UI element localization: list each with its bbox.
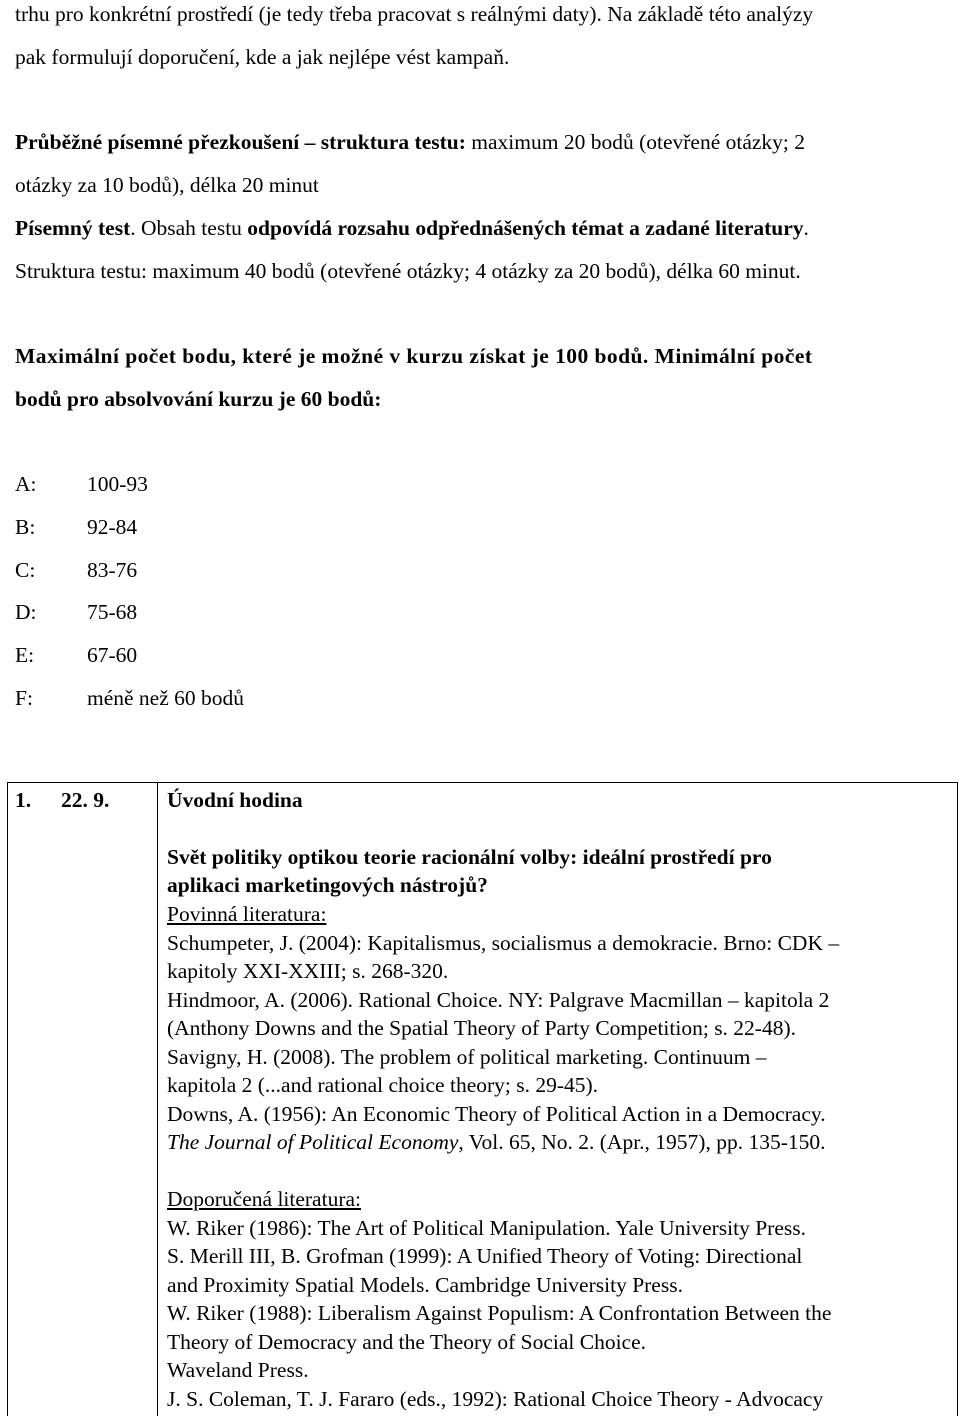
points-line-2: bodů pro absolvování kurzu je 60 bodů: xyxy=(15,387,382,411)
required-item-journal xyxy=(167,1132,826,1154)
written-test-line-2: Struktura testu: maximum 40 bodů (otevřené otázky; 4 otázky za 20 bodů), délka 60 minut. xyxy=(15,259,801,283)
grade-range: 83-76 xyxy=(87,558,138,582)
recommended-item: S. Merill III, B. Grofman (1999): A Unified Theory of Voting: Directional xyxy=(167,1244,803,1268)
points-line-1 xyxy=(15,346,812,368)
midterm-line-2: otázky za 10 bodů), délka 20 minut xyxy=(15,173,319,197)
recommended-item: W. Riker (1986): The Art of Political Manipulation. Yale University Press. xyxy=(167,1216,806,1240)
required-item: Downs, A. (1956): An Economic Theory of Political Action in a Democracy. xyxy=(167,1102,826,1126)
grade-range: 92-84 xyxy=(87,515,138,539)
grade-row xyxy=(15,560,137,582)
table-column-divider xyxy=(157,782,158,1416)
required-item: (Anthony Downs and the Spatial Theory of Party Competition; s. 22-48). xyxy=(167,1016,797,1040)
grade-range: 75-68 xyxy=(87,600,138,624)
required-item: kapitoly XXI-XXIII; s. 268-320. xyxy=(167,959,449,983)
midterm-label: Průběžné písemné přezkoušení – struktura testu: xyxy=(15,130,466,154)
recommended-literature-heading: Doporučená literatura: xyxy=(167,1187,362,1211)
recommended-item: and Proximity Spatial Models. Cambridge University Press. xyxy=(167,1273,683,1297)
intro-line-1: trhu pro konkrétní prostředí (je tedy třeba pracovat s reálnými daty). Na základě této analýzy xyxy=(15,2,814,26)
grade-letter: C: xyxy=(15,558,36,582)
recommended-item: W. Riker (1988): Liberalism Against Populism: A Confrontation Between the xyxy=(167,1301,832,1325)
midterm-text: maximum 20 bodů (otevřené otázky; 2 xyxy=(465,130,806,154)
points-max: Maximální počet bodu, které je možné v kurzu získat je 100 bodů. xyxy=(15,344,649,368)
points-min: Minimální počet xyxy=(648,344,813,368)
grade-row xyxy=(15,474,148,496)
topic-line-1: Svět politiky optikou teorie racionální volby: ideální prostředí pro xyxy=(167,845,772,869)
required-item: Schumpeter, J. (2004): Kapitalismus, socialismus a demokracie. Brno: CDK – xyxy=(167,931,840,955)
required-item: kapitola 2 (...and rational choice theory; s. 29-45). xyxy=(167,1073,599,1097)
grade-range: méně než 60 bodů xyxy=(87,686,245,710)
grade-letter: F: xyxy=(15,686,33,710)
grade-letter: B: xyxy=(15,515,36,539)
session-title: Úvodní hodina xyxy=(167,788,303,812)
written-test-label: Písemný test xyxy=(15,216,131,240)
table-left-border xyxy=(7,782,8,1416)
table-top-border xyxy=(7,782,958,783)
topic-line-2: aplikaci marketingových nástrojů? xyxy=(167,873,488,897)
written-test-text: . Obsah testu xyxy=(130,216,248,240)
journal-title: The Journal of Political Economy xyxy=(167,1130,459,1154)
recommended-item: Waveland Press. xyxy=(167,1358,309,1382)
recommended-item: J. S. Coleman, T. J. Fararo (eds., 1992): Rational Choice Theory - Advocacy xyxy=(167,1387,824,1411)
session-date: 22. 9. xyxy=(61,788,110,812)
recommended-item: Theory of Democracy and the Theory of Social Choice. xyxy=(167,1330,647,1354)
grade-letter: A: xyxy=(15,472,37,496)
written-test-paragraph xyxy=(15,218,809,240)
required-item: Savigny, H. (2008). The problem of political marketing. Continuum – xyxy=(167,1045,767,1069)
grade-range: 67-60 xyxy=(87,643,138,667)
midterm-paragraph xyxy=(15,132,805,154)
session-number: 1. xyxy=(15,788,32,812)
grade-row xyxy=(15,688,244,710)
written-test-scope: odpovídá rozsahu odpřednášených témat a zadané literatury xyxy=(247,216,804,240)
journal-details: , Vol. 65, No. 2. (Apr., 1957), pp. 135-150. xyxy=(458,1130,826,1154)
grade-letter: E: xyxy=(15,643,35,667)
grade-range: 100-93 xyxy=(87,472,148,496)
grade-row xyxy=(15,517,137,539)
intro-line-2: pak formulují doporučení, kde a jak nejlépe vést kampaň. xyxy=(15,45,510,69)
written-test-period: . xyxy=(803,216,809,240)
required-item: Hindmoor, A. (2006). Rational Choice. NY: Palgrave Macmillan – kapitola 2 xyxy=(167,988,830,1012)
grade-letter: D: xyxy=(15,600,37,624)
grade-row xyxy=(15,602,137,624)
table-right-border xyxy=(957,782,958,1416)
grade-row xyxy=(15,645,137,667)
required-literature-heading: Povinná literatura: xyxy=(167,902,327,926)
